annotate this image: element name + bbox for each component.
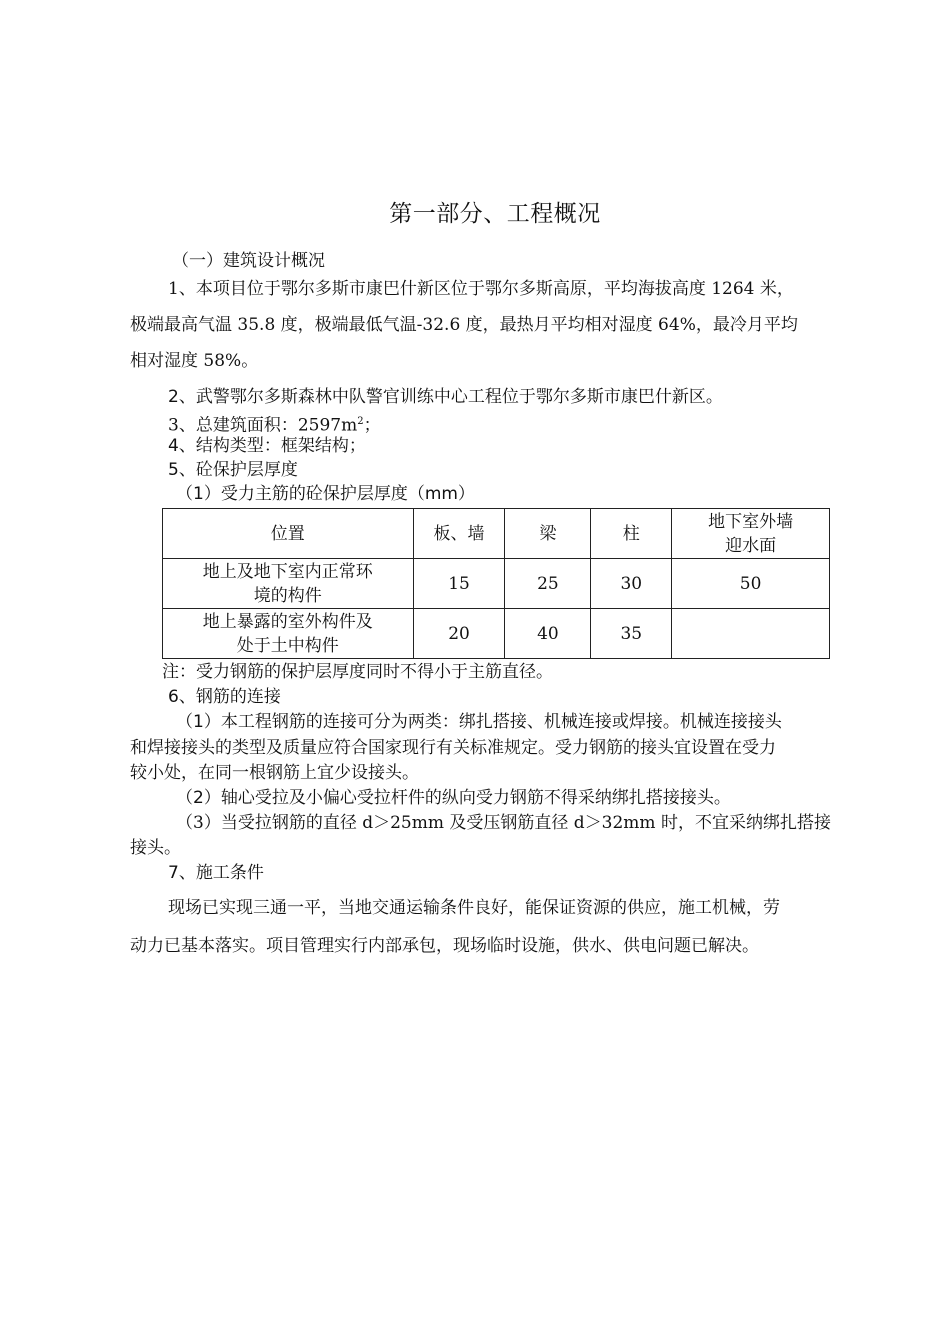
- header-cell-slab-wall: 板、墙: [413, 509, 505, 559]
- header-cell-position: 位置: [163, 509, 414, 559]
- paragraph-line: 6、钢筋的连接: [168, 687, 281, 707]
- area-text: 3、总建筑面积：2597m: [168, 415, 358, 436]
- paragraph-line: 现场已实现三通一平，当地交通运输条件良好，能保证资源的供应，施工机械，劳: [168, 898, 780, 918]
- cell-column: 35: [591, 609, 672, 659]
- cell-line: 境的构件: [253, 585, 322, 606]
- paragraph-line: 和焊接接头的类型及质量应符合国家现行有关标准规定。受力钢筋的接头宜设置在受力: [130, 738, 776, 758]
- area-superscript: 2: [357, 416, 364, 427]
- header-line: 地下室外墙: [708, 511, 794, 532]
- section-heading: （一）建筑设计概况: [172, 251, 325, 271]
- table-header-row: [163, 509, 830, 559]
- cell-slab-wall: 15: [413, 559, 505, 609]
- cell-position: [163, 609, 414, 659]
- table-caption: （1）受力主筋的砼保护层厚度（mm）: [176, 484, 475, 504]
- table-row: [163, 559, 830, 609]
- paragraph-line: 4、结构类型：框架结构；: [168, 436, 366, 456]
- header-cell-beam: 梁: [505, 509, 591, 559]
- cell-beam: 25: [505, 559, 591, 609]
- table-note: 注：受力钢筋的保护层厚度同时不得小于主筋直径。: [162, 662, 553, 682]
- cell-line: 地上及地下室内正常环: [202, 561, 373, 582]
- cell-column: 30: [591, 559, 672, 609]
- cell-line: 地上暴露的室外构件及: [202, 611, 373, 632]
- header-cell-column: 柱: [591, 509, 672, 559]
- cell-slab-wall: 20: [413, 609, 505, 659]
- paragraph-line: 7、施工条件: [168, 863, 264, 883]
- cell-basement-wall: [672, 609, 830, 659]
- area-suffix: ；: [363, 415, 381, 436]
- header-cell-basement-wall: [672, 509, 830, 559]
- paragraph-line: （3）当受拉钢筋的直径 d＞25mm 及受压钢筋直径 d＞32mm 时，不宜采纳绑扎搭接: [176, 813, 831, 833]
- paragraph-line: 极端最高气温 35.8 度，极端最低气温-32.6 度，最热月平均相对湿度 64%，最冷月平均: [130, 315, 798, 335]
- paragraph-line: （2）轴心受拉及小偏心受拉杆件的纵向受力钢筋不得采纳绑扎搭接接头。: [176, 788, 731, 808]
- header-line: 迎水面: [725, 535, 777, 556]
- cell-line: 处于土中构件: [236, 635, 339, 656]
- cover-thickness-table: [162, 508, 830, 659]
- paragraph-line: 5、砼保护层厚度: [168, 460, 298, 480]
- paragraph-line: 动力已基本落实。项目管理实行内部承包，现场临时设施，供水、供电问题已解决。: [130, 936, 759, 956]
- paragraph-line: 1、本项目位于鄂尔多斯市康巴什新区位于鄂尔多斯高原，平均海拔高度 1264 米，: [168, 279, 794, 299]
- cell-basement-wall: 50: [672, 559, 830, 609]
- page-title: 第一部分、工程概况: [389, 201, 601, 227]
- paragraph-line: （1）本工程钢筋的连接可分为两类：绑扎搭接、机械连接或焊接。机械连接接头: [176, 712, 782, 732]
- table-row: [163, 609, 830, 659]
- paragraph-line: 较小处，在同一根钢筋上宜少设接头。: [130, 763, 419, 783]
- paragraph-line: 相对湿度 58%。: [130, 351, 259, 371]
- cell-beam: 40: [505, 609, 591, 659]
- cell-position: [163, 559, 414, 609]
- paragraph-line: 2、武警鄂尔多斯森林中队警官训练中心工程位于鄂尔多斯市康巴什新区。: [168, 387, 723, 407]
- paragraph-line: 接头。: [130, 838, 181, 858]
